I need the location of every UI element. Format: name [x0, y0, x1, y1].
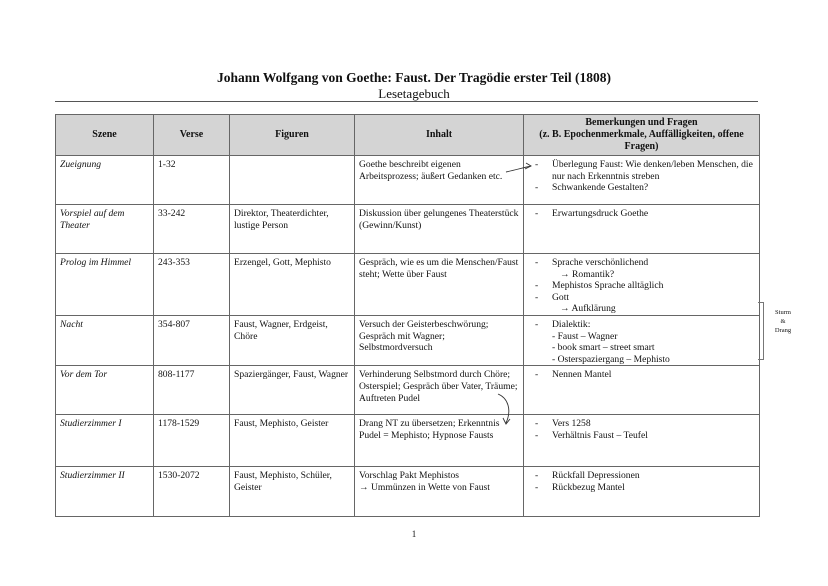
cell-figures: Direktor, Theaterdichter, lustige Person: [230, 205, 355, 254]
side-note-line: Sturm: [775, 309, 791, 316]
remark-item: - Nennen Mantel: [528, 369, 755, 381]
remark-item: - Rückbezug Mantel: [528, 482, 755, 494]
cell-content: [355, 467, 524, 517]
remark-item: - Überlegung Faust: Wie denken/leben Menschen, die nur nach Erkenntnis streben: [528, 159, 755, 182]
cell-scene: Zueignung: [56, 156, 154, 205]
reading-diary-table: [55, 114, 760, 517]
header-remarks-line2: (z. B. Epochenmerkmale, Auffälligkeiten, offene Fragen): [539, 129, 744, 152]
document-subtitle: Lesetagebuch: [378, 86, 450, 101]
remark-subitem: [528, 269, 755, 281]
remark-subitem-text: Aufklärung: [571, 303, 616, 315]
table-row: [56, 415, 760, 467]
content-line-text: Ummünzen in Wette von Faust: [371, 481, 490, 493]
cell-verses: 33-242: [154, 205, 230, 254]
cell-content: Gespräch, wie es um die Menschen/Faust steht; Wette über Faust: [355, 254, 524, 316]
cell-verses: 1-32: [154, 156, 230, 205]
remark-subitem: - Osterspaziergang – Mephisto: [552, 353, 670, 365]
cell-figures: Faust, Mephisto, Schüler, Geister: [230, 467, 355, 517]
cell-remarks: [524, 366, 760, 415]
cell-content: Versuch der Geisterbeschwörung; Gespräch mit Wagner; Selbstmordversuch: [355, 316, 524, 366]
cell-scene: Prolog im Himmel: [56, 254, 154, 316]
cell-remarks: [524, 415, 760, 467]
remark-subitem: - book smart – street smart: [552, 342, 655, 354]
cell-remarks: [524, 467, 760, 517]
cell-scene: Vor dem Tor: [56, 366, 154, 415]
remark-subitem: - Faust – Wagner: [552, 330, 618, 342]
cell-figures: Faust, Mephisto, Geister: [230, 415, 355, 467]
content-line: Vorschlag Pakt Mephistos: [359, 470, 460, 482]
cell-figures: [230, 156, 355, 205]
content-line: [359, 482, 519, 494]
sturm-drang-bracket: [758, 302, 764, 360]
page-number: 1: [411, 529, 417, 539]
table-row: [56, 205, 760, 254]
table-row: [56, 156, 760, 205]
cell-scene: Studierzimmer II: [56, 467, 154, 517]
cell-figures: Erzengel, Gott, Mephisto: [230, 254, 355, 316]
cell-remarks: [524, 316, 760, 366]
remark-item: - Vers 1258: [528, 418, 755, 430]
table-row: [56, 316, 760, 366]
remark-subitem: [528, 303, 755, 315]
cell-content: Drang NT zu übersetzen; Erkenntnis Pudel = Mephisto; Hypnose Fausts: [355, 415, 524, 467]
arrow-icon: →: [560, 268, 570, 280]
title-rule: [55, 101, 758, 102]
header-figures: Figuren: [230, 115, 355, 156]
side-note-line: Drang: [774, 327, 792, 334]
remark-item: - Gott: [528, 292, 755, 304]
arrow-icon: →: [560, 303, 570, 315]
remark-item: - Dialektik:: [528, 319, 755, 331]
cell-remarks: [524, 156, 760, 205]
remark-item: - Verhältnis Faust – Teufel: [528, 430, 755, 442]
header-verses: Verse: [154, 115, 230, 156]
cell-verses: 354-807: [154, 316, 230, 366]
table-row: [56, 467, 760, 517]
cell-scene: Vorspiel auf dem Theater: [56, 205, 154, 254]
remark-item: - Mephistos Sprache alltäglich: [528, 280, 755, 292]
cell-figures: Spaziergänger, Faust, Wagner: [230, 366, 355, 415]
cell-content: Verhinderung Selbstmord durch Chöre; Osterspiel; Gespräch über Vater, Träume; Auftreten Pudel: [355, 366, 524, 415]
cell-remarks: [524, 254, 760, 316]
cell-figures: Faust, Wagner, Erdgeist, Chöre: [230, 316, 355, 366]
cell-content: Diskussion über gelungenes Theaterstück (Gewinn/Kunst): [355, 205, 524, 254]
document-title: Johann Wolfgang von Goethe: Faust. Der Tragödie erster Teil (1808): [216, 70, 611, 85]
remark-item: - Sprache verschönlichend: [528, 257, 755, 269]
arrow-icon: →: [359, 481, 369, 493]
side-note: [767, 308, 799, 335]
cell-remarks: [524, 205, 760, 254]
remark-item: - Schwankende Gestalten?: [528, 182, 755, 194]
header-content: Inhalt: [355, 115, 524, 156]
remark-item: - Erwartungsdruck Goethe: [528, 208, 755, 220]
header-remarks: [524, 115, 760, 156]
remark-item: - Rückfall Depressionen: [528, 470, 755, 482]
cell-verses: 808-1177: [154, 366, 230, 415]
cell-scene: Studierzimmer I: [56, 415, 154, 467]
cell-verses: 1178-1529: [154, 415, 230, 467]
table-row: [56, 254, 760, 316]
cell-content: Goethe beschreibt eigenen Arbeitsprozess; äußert Gedanken etc.: [355, 156, 524, 205]
table-header-row: [56, 115, 760, 156]
header-remarks-line1: Bemerkungen und Fragen: [585, 117, 698, 128]
cell-scene: Nacht: [56, 316, 154, 366]
header-scene: Szene: [56, 115, 154, 156]
cell-verses: 1530-2072: [154, 467, 230, 517]
table-row: [56, 366, 760, 415]
cell-verses: 243-353: [154, 254, 230, 316]
side-note-line: &: [780, 318, 786, 325]
remark-subitem-text: Romantik?: [572, 268, 615, 280]
